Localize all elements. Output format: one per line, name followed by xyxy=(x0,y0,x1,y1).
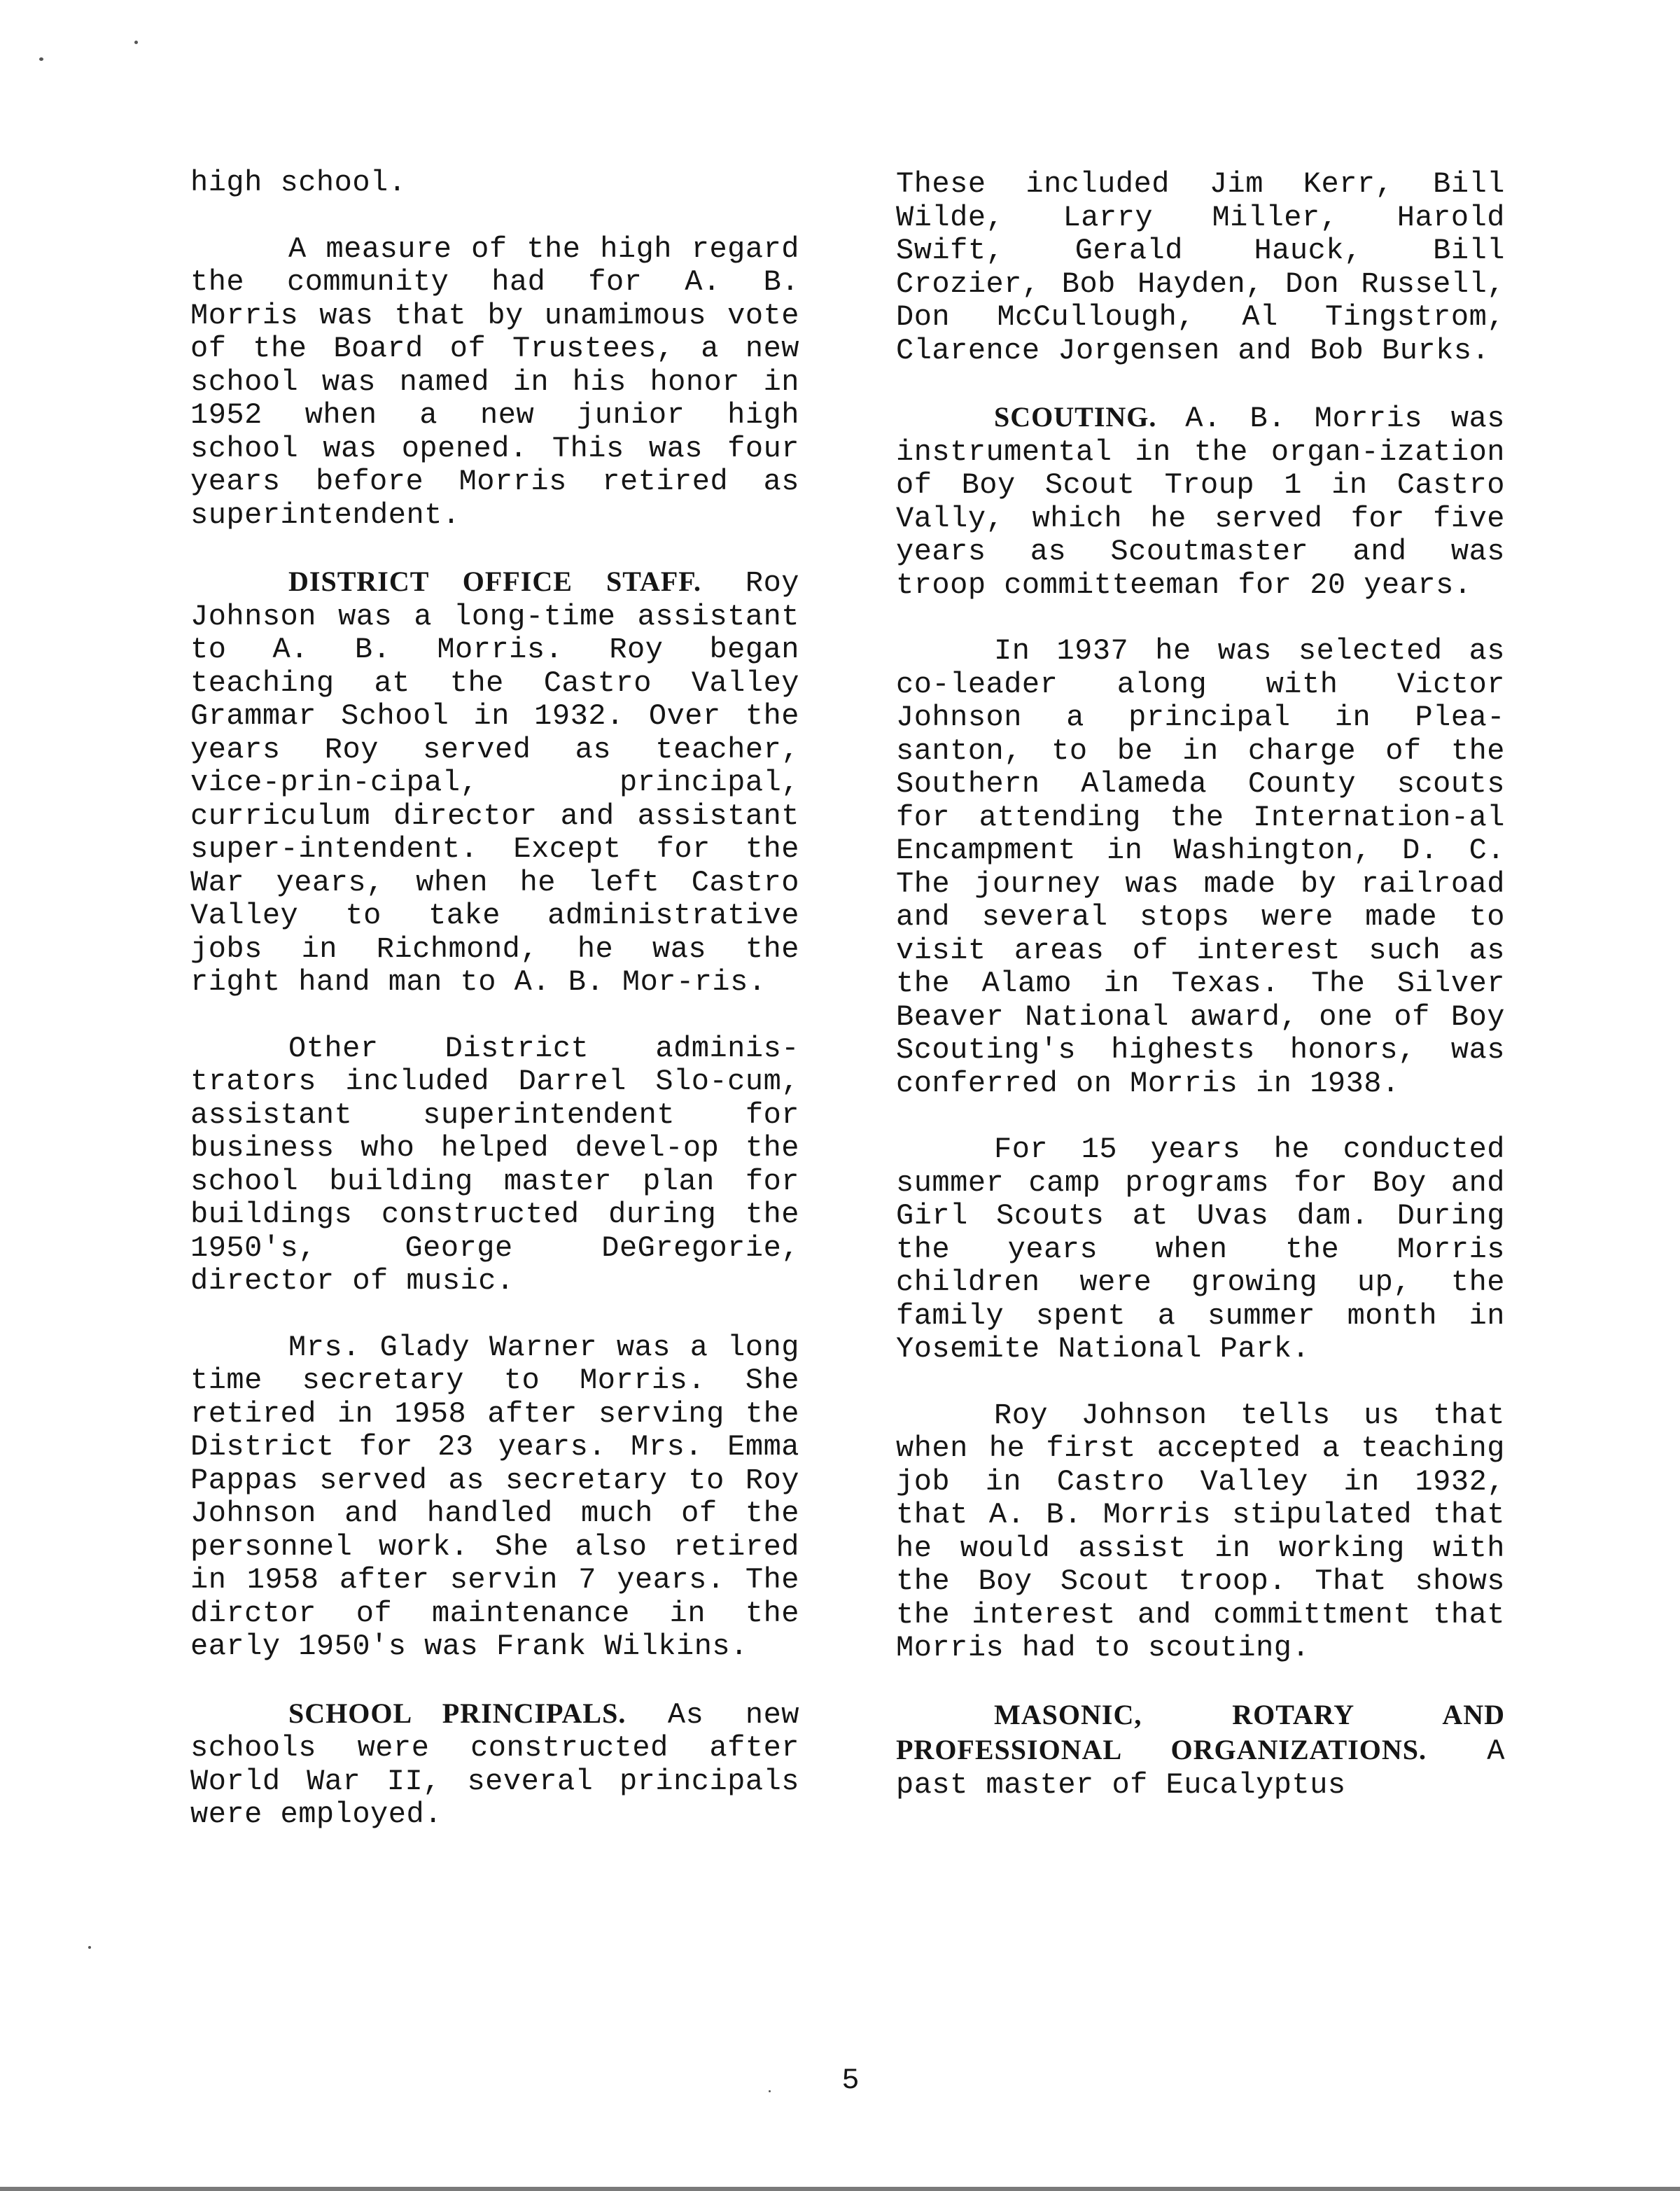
heading-scouting: SCOUTING. xyxy=(994,401,1157,433)
school-principals-text: As new schools were constructed after World War II, several principals were employed. xyxy=(190,1698,799,1831)
scan-speck xyxy=(39,57,43,61)
heading-masonic-rotary: MASONIC, ROTARY AND PROFESSIONAL ORGANIZATIONS. xyxy=(896,1698,1505,1765)
page-number: 5 xyxy=(841,2064,860,2097)
paragraph-district-office-staff xyxy=(190,565,799,1000)
paragraph-other-administrators: Other District adminis-trators included Darrel Slo-cum, assistant superintendent for business who helped devel-op the school building master plan for buildings constructed during the 1950's, George DeGregorie, director of music. xyxy=(190,1031,799,1298)
paragraph-high-school: high school. xyxy=(190,166,407,200)
paragraph-summer-camp: For 15 years he conducted summer camp programs for Boy and Girl Scouts at Uvas dam. During the years when the Morris children were growing up, the family spent a summer month in Yosemite National Park. xyxy=(896,1133,1505,1366)
scouting-text: A. B. Morris was instrumental in the organ-ization of Boy Scout Troup 1 in Castro Vally, which he served for five years as Scoutmaster and was troop committeeman for 20 years. xyxy=(896,402,1505,602)
right-column xyxy=(896,168,1505,1835)
scan-speck xyxy=(769,2090,771,2092)
paragraph-masonic-rotary xyxy=(896,1698,1505,1802)
paragraph-secretaries: Mrs. Glady Warner was a long time secretary to Morris. She retired in 1958 after serving the District for 23 years. Mrs. Emma Pappas served as secretary to Roy Johnson and handled much of the personnel work. She also retired in 1958 after servin 7 years. The dirctor of maintenance in the early 1950's was Frank Wilkins. xyxy=(190,1330,799,1663)
scan-bottom-edge xyxy=(0,2187,1680,2191)
district-office-staff-text: Roy Johnson was a long-time assistant to A. B. Morris. Roy began teaching at the Castro Valley Grammar School in 1932. Over the years Roy served as teacher, vice-prin-cipal, principal, curriculum director and assistant super-intendent. Except for the War years, when he left Castro Valley to take administrative jobs in Richmond, he was the right hand man to A. B. Mor-ris. xyxy=(190,566,799,999)
paragraph-principals-list: These included Jim Kerr, Bill Wilde, Larry Miller, Harold Swift, Gerald Hauck, Bill Crozier, Bob Hayden, Don Russell, Don McCullough, Al Tingstrom, Clarence Jorgensen and Bob Burks. xyxy=(896,167,1505,368)
paragraph-1937-encampment: In 1937 he was selected as co-leader along with Victor Johnson a principal in Plea-santon, to be in charge of the Southern Alameda County scouts for attending the Internation-al Encampment in Washington, D. C. The journey was made by railroad and several stops were made to visit areas of interest such as the Alamo in Texas. The Silver Beaver National award, one of Boy Scouting's highests honors, was conferred on Morris in 1938. xyxy=(896,634,1505,1100)
scan-speck xyxy=(134,41,138,44)
left-column xyxy=(190,167,799,1865)
heading-district-office-staff: DISTRICT OFFICE STAFF. xyxy=(288,566,702,597)
paragraph-roy-johnson-scouting: Roy Johnson tells us that when he first accepted a teaching job in Castro Valley in 1932, that A. B. Morris stipulated that he would assist in working with the Boy Scout troop. That shows the interest and committment that Morris had to scouting. xyxy=(896,1398,1505,1665)
paragraph-community-regard: A measure of the high regard the community had for A. B. Morris was that by unamimous vote of the Board of Trustees, a new school was named in his honor in 1952 when a new junior high school was opened. This was four years before Morris retired as superintendent. xyxy=(190,232,799,532)
masonic-rotary-text: A past master of Eucalyptus xyxy=(896,1735,1505,1802)
paragraph-scouting xyxy=(896,400,1505,602)
scan-speck xyxy=(88,1946,91,1949)
paragraph-school-principals xyxy=(190,1697,799,1832)
heading-school-principals: SCHOOL PRINCIPALS. xyxy=(288,1697,626,1729)
